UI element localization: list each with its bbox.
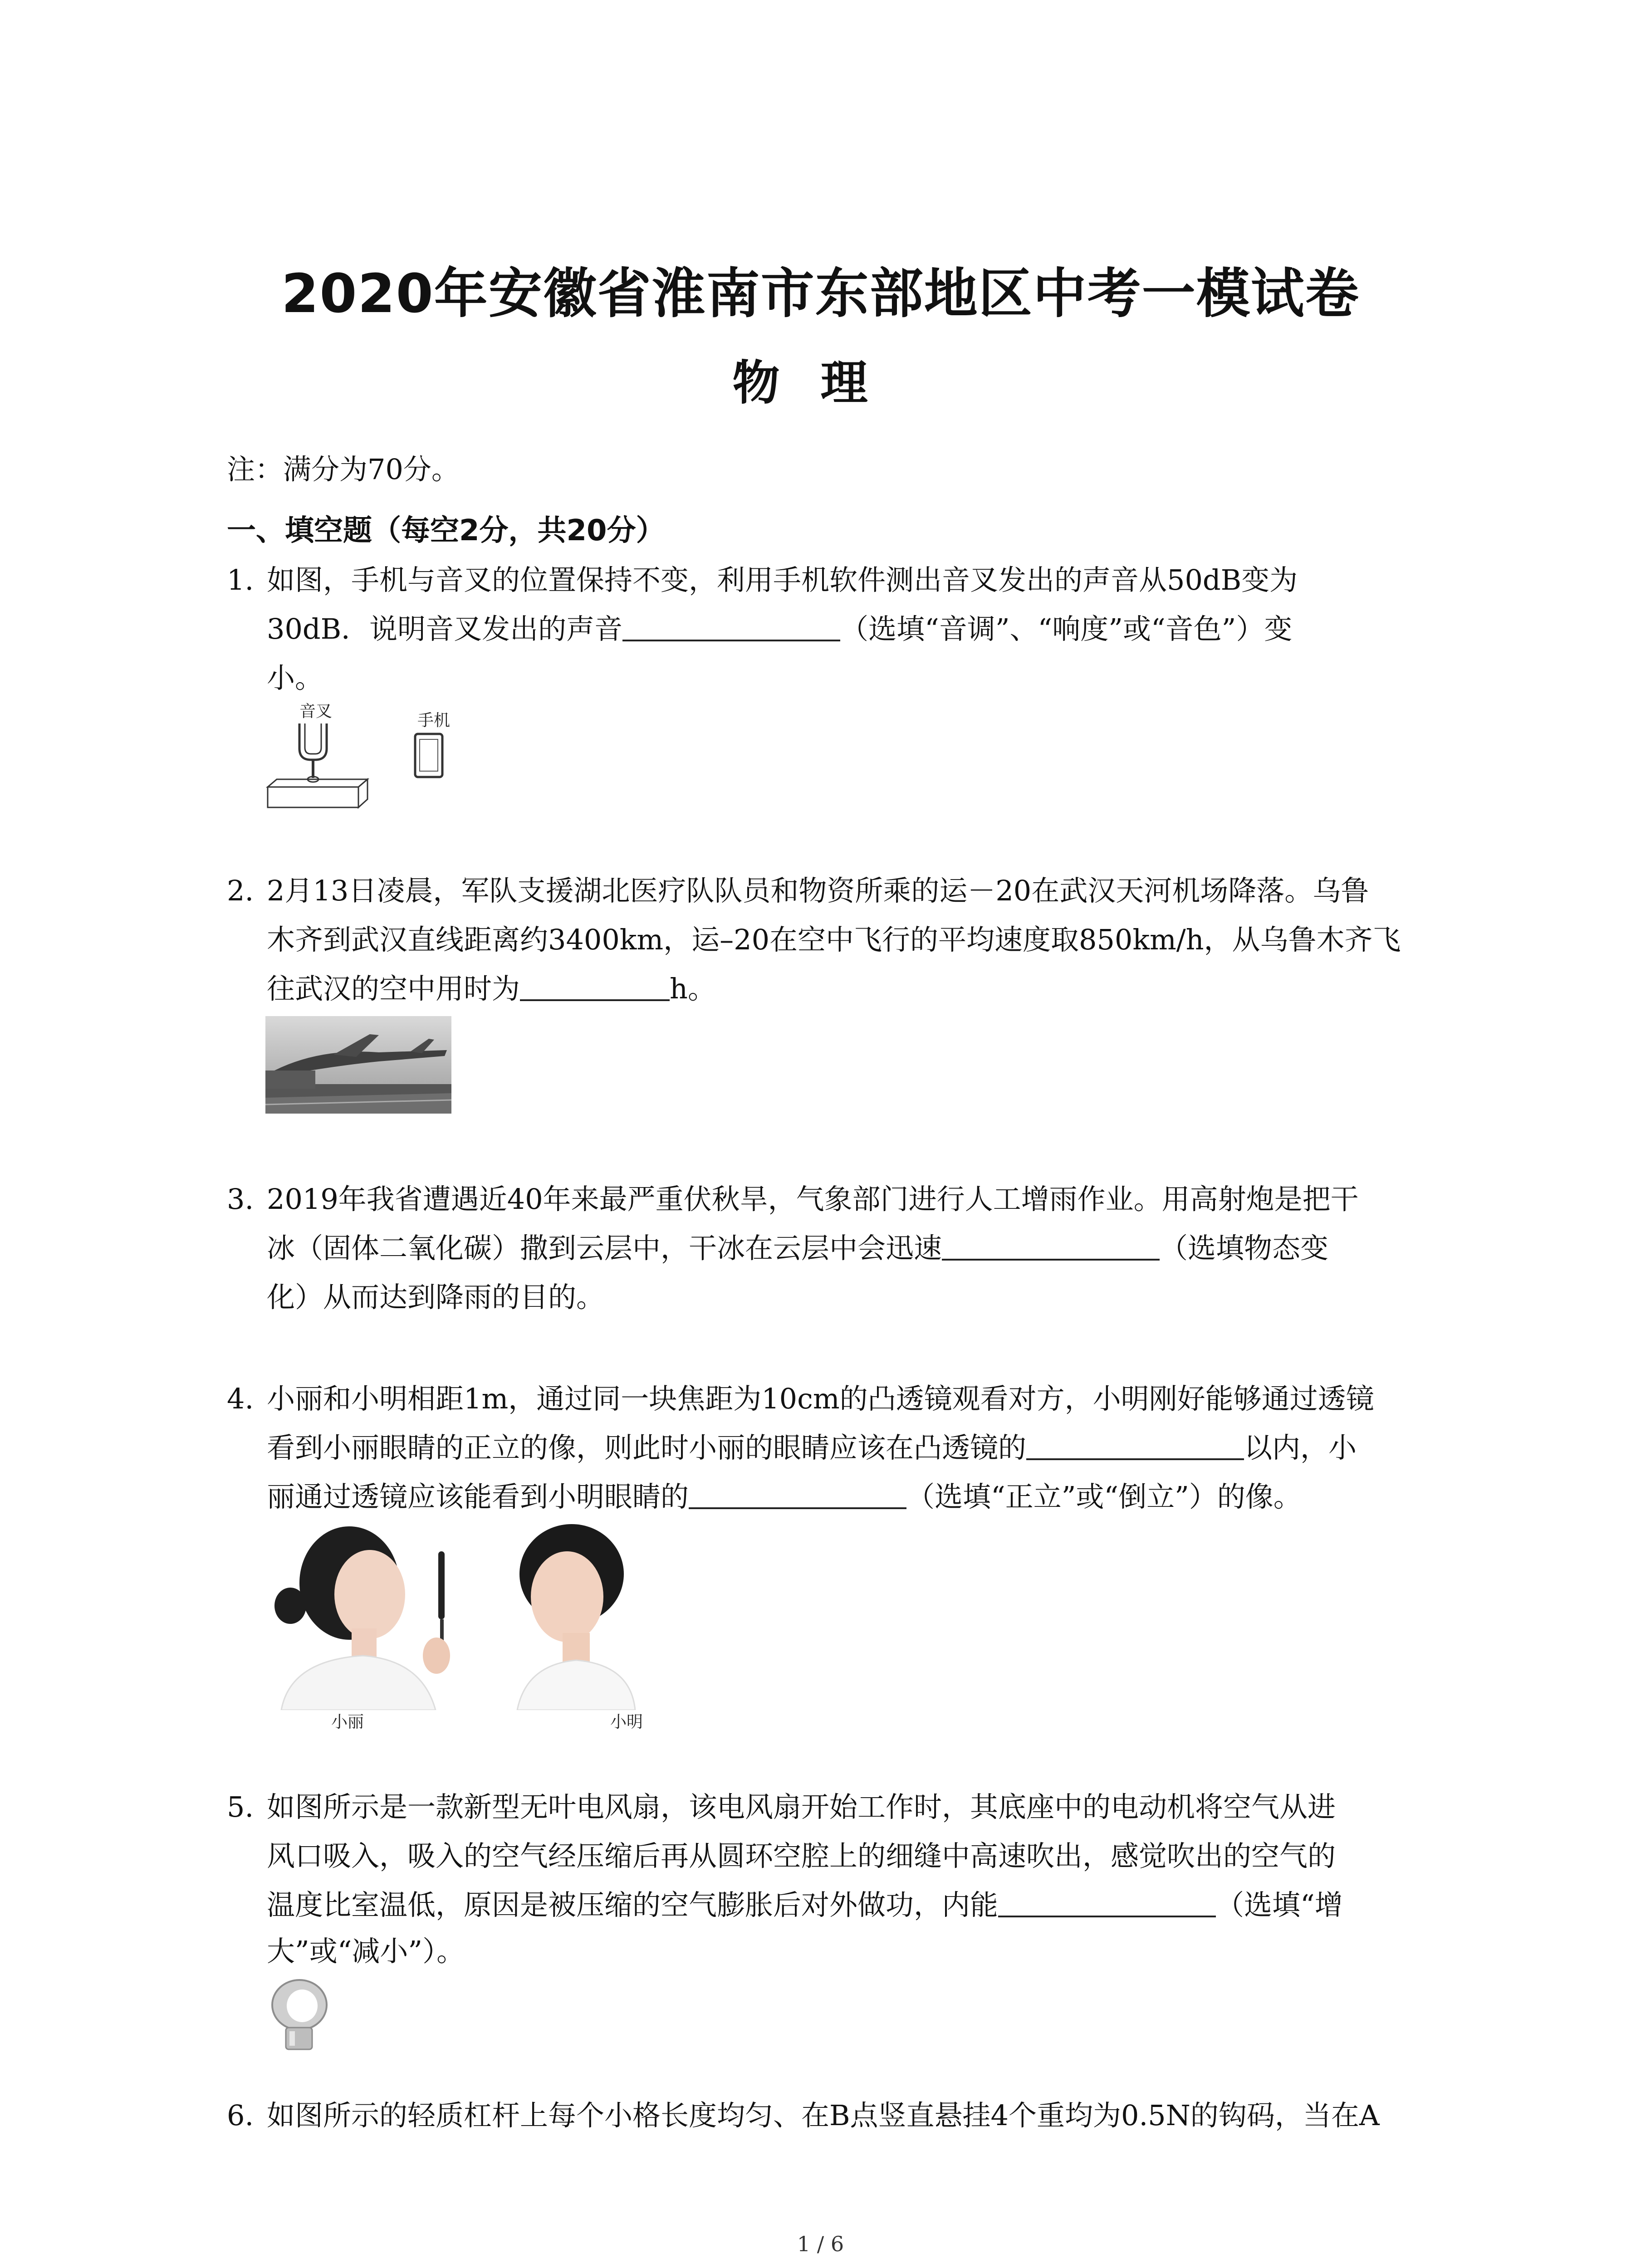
question-number: 5.	[227, 1790, 254, 1823]
question-text: 2月13日凌晨，军队支援湖北医疗队队员和物资所乘的运－20在武汉天河机场降落。乌鲁	[267, 874, 1369, 907]
question-text: 如图所示的轻质杠杆上每个小格长度均匀、在B点竖直悬挂4个重均为0.5N的钩码，当在A	[267, 2099, 1380, 2132]
phone-label: 手机	[417, 711, 451, 730]
question-text: （选填“增	[1216, 1888, 1343, 1921]
question-text: 丽通过透镜应该能看到小明眼睛的	[267, 1480, 689, 1513]
question-2	[227, 866, 1452, 1013]
answer-blank[interactable]	[520, 972, 670, 1001]
tuning-fork-label: 音叉	[299, 702, 333, 721]
question-number: 6.	[227, 2099, 254, 2132]
question-text: 小丽和小明相距1m，通过同一块焦距为10cm的凸透镜观看对方，小明刚好能够通过透镜	[267, 1382, 1374, 1415]
plane-image	[265, 1016, 451, 1114]
question-text: 小。	[267, 661, 323, 694]
question-text: 化）从而达到降雨的目的。	[267, 1281, 605, 1314]
girl-label: 小丽	[331, 1713, 364, 1731]
score-note: 注：满分为70分。	[227, 453, 460, 486]
question-text: （选填“正立”或“倒立”）的像。	[906, 1480, 1302, 1513]
tuning-fork-figure	[263, 699, 472, 816]
question-6	[227, 2091, 1452, 2140]
subject-title: 物理	[732, 355, 909, 411]
section-heading: 一、填空题（每空2分，共20分）	[227, 514, 665, 547]
lens-observation-figure	[272, 1520, 703, 1731]
question-text: 30dB．说明音叉发出的声音	[267, 612, 623, 645]
page-number: 1 / 6	[797, 2232, 844, 2256]
question-text: 风口吸入，吸入的空气经压缩后再从圆环空腔上的细缝中高速吹出，感觉吹出的空气的	[267, 1839, 1336, 1872]
question-number: 2.	[227, 874, 254, 907]
question-text: 温度比室温低，原因是被压缩的空气膨胀后对外做功，内能	[267, 1888, 999, 1921]
question-number: 3.	[227, 1183, 254, 1216]
answer-blank[interactable]	[1026, 1431, 1244, 1460]
question-text: 如图所示是一款新型无叶电风扇，该电风扇开始工作时，其底座中的电动机将空气从进	[267, 1790, 1336, 1823]
question-text: 如图，手机与音叉的位置保持不变，利用手机软件测出音叉发出的声音从50dB变为	[267, 563, 1298, 596]
question-5	[227, 1783, 1452, 1976]
exam-title: 2020年安徽省淮南市东部地区中考一模试卷	[281, 262, 1360, 325]
girl-boy-illustration	[272, 1520, 703, 1710]
question-text: 冰（固体二氧化碳）撒到云层中，干冰在云层中会迅速	[267, 1232, 942, 1265]
answer-blank[interactable]	[689, 1480, 906, 1509]
answer-blank[interactable]	[998, 1888, 1216, 1917]
boy-label: 小明	[610, 1713, 643, 1731]
transport-plane-photo	[265, 1016, 451, 1114]
question-text: 大”或“减小”）。	[267, 1935, 465, 1968]
tuning-fork-drawing	[263, 699, 472, 816]
question-text: 往武汉的空中用时为	[267, 972, 520, 1005]
fan-image	[268, 1978, 331, 2053]
bladeless-fan-figure	[268, 1978, 331, 2053]
question-text: 以内，小	[1244, 1431, 1357, 1464]
question-text: （选填“音调”、“响度”或“音色”）变	[840, 612, 1293, 645]
question-text: 看到小丽眼睛的正立的像，则此时小丽的眼睛应该在凸透镜的	[267, 1431, 1027, 1464]
question-text: h。	[670, 972, 716, 1005]
question-text: 2019年我省遭遇近40年来最严重伏秋旱，气象部门进行人工增雨作业。用高射炮是把干	[267, 1183, 1359, 1216]
question-text: 木齐到武汉直线距离约3400km，运–20在空中飞行的平均速度取850km/h，从乌鲁木齐飞	[267, 923, 1401, 956]
question-text: （选填物态变	[1160, 1232, 1329, 1265]
question-4	[227, 1374, 1452, 1521]
question-number: 1.	[227, 563, 254, 596]
question-3	[227, 1175, 1452, 1322]
question-number: 4.	[227, 1382, 254, 1415]
answer-blank[interactable]	[942, 1232, 1160, 1261]
question-1	[227, 556, 1452, 703]
answer-blank[interactable]	[622, 612, 840, 641]
